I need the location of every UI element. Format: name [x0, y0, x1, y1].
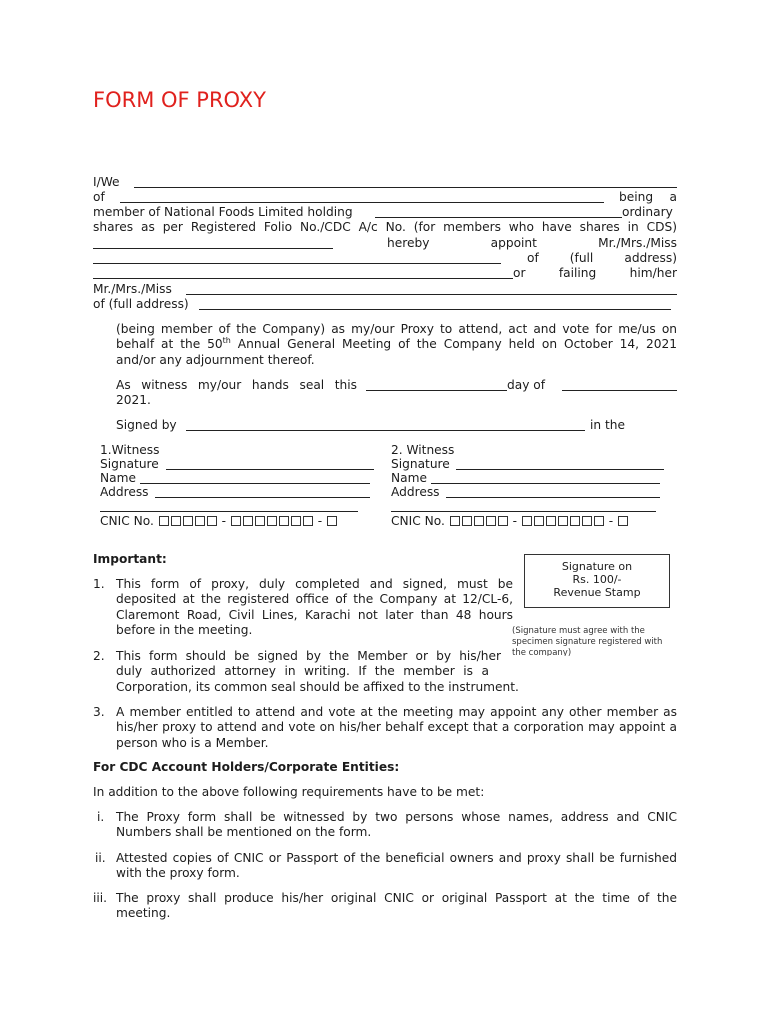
witness2-signature-field[interactable]: [456, 469, 664, 470]
day-field[interactable]: [366, 390, 507, 391]
being-a-label: being a: [619, 190, 677, 204]
as-witness-label: As witness my/our hands seal this: [116, 378, 357, 392]
iwe-label: I/We: [93, 175, 120, 189]
in-the-label: in the: [590, 418, 625, 432]
witness2-address-field[interactable]: [446, 497, 660, 498]
cdc-intro: In addition to the above following requirements have to be met:: [93, 785, 485, 799]
proxy-name-field[interactable]: [93, 263, 501, 264]
stamp-note: (Signature must agree with the specimen signature registered with the company): [512, 626, 663, 656]
cdc-item-1-number: i.: [97, 810, 105, 824]
revenue-stamp-box[interactable]: [524, 554, 670, 608]
member-of-label: member of National Foods Limited holding: [93, 205, 353, 219]
witness2-address-field-2[interactable]: [391, 511, 656, 512]
important-item-2-number: 2.: [93, 649, 105, 663]
signed-by-label: Signed by: [116, 418, 177, 432]
witness2-address-label: Address: [391, 485, 440, 499]
iwe-field[interactable]: [134, 187, 677, 188]
hereby-appoint-label: hereby appoint Mr./Mrs./Miss: [387, 236, 677, 250]
important-item-3-number: 3.: [93, 705, 105, 719]
witness1-signature-field[interactable]: [166, 469, 374, 470]
witness1-name-label: Name: [100, 471, 136, 485]
witness2-name-field[interactable]: [431, 483, 660, 484]
witness1-address-field[interactable]: [155, 497, 370, 498]
stamp-line-1: Signature on: [561, 560, 633, 573]
page-title: FORM OF PROXY: [93, 88, 266, 112]
cdc-item-2-number: ii.: [95, 851, 106, 865]
witness1-address-label: Address: [100, 485, 149, 499]
witness1-cnic[interactable]: CNIC No. - -: [100, 514, 338, 529]
or-failing-label: or failing him/her: [513, 266, 677, 280]
of-full-address-label-2: of (full address): [93, 297, 189, 311]
month-field[interactable]: [562, 390, 677, 391]
important-item-1: This form of proxy, duly completed and signed, must be deposited at the registered office of the Company at 12/CL-6, Claremont Road, Civil Lines, Karachi not later than 48 hours before in the meeting.: [116, 577, 513, 637]
cdc-item-3-number: iii.: [93, 891, 108, 905]
year-label: 2021.: [116, 393, 151, 407]
of-field[interactable]: [120, 202, 604, 203]
folio-field[interactable]: [93, 248, 333, 249]
signed-by-field[interactable]: [186, 430, 585, 431]
witness2-name-label: Name: [391, 471, 427, 485]
witness1-name-field[interactable]: [140, 483, 370, 484]
being-member-paragraph: (being member of the Company) as my/our Proxy to attend, act and vote for me/us on behalf at the 50th Annual General Meeting of the Company held on October 14, 2021 and/or any adjournment thereof.: [116, 322, 677, 367]
day-of-label: day of: [507, 378, 546, 392]
witness1-signature-label: Signature: [100, 457, 159, 471]
cdc-item-2: Attested copies of CNIC or Passport of the beneficial owners and proxy shall be furnished with the proxy form.: [116, 851, 677, 881]
cdc-item-1: The Proxy form shall be witnessed by two persons whose names, address and CNIC Numbers shall be mentioned on the form.: [116, 810, 677, 840]
important-item-3: A member entitled to attend and vote at the meeting may appoint any other member as his/her proxy to attend and vote on his/her behalf except that a corporation may appoint a person who is a Member.: [116, 705, 677, 750]
important-item-1-number: 1.: [93, 577, 105, 591]
shares-as-per-label: shares as per Registered Folio No./CDC A/c No. (for members who have shares in CDS): [93, 220, 677, 234]
important-heading: Important:: [93, 552, 167, 566]
witness1-address-field-2[interactable]: [100, 511, 358, 512]
of-full-address-label-1: of (full address): [527, 251, 677, 265]
witness1-heading: 1.Witness: [100, 443, 160, 457]
of-label: of: [93, 190, 105, 204]
stamp-line-3: Revenue Stamp: [553, 586, 641, 599]
cdc-item-3: The proxy shall produce his/her original CNIC or original Passport at the time of the meeting.: [116, 891, 677, 921]
proxy-address-field[interactable]: [93, 278, 513, 279]
holding-field[interactable]: [375, 217, 622, 218]
witness2-heading: 2. Witness: [391, 443, 455, 457]
important-item-2: This form should be signed by the Member or by his/her duly authorized attorney in writing. If the member is a Corporation, its common seal should be affixed to the instrument.: [116, 649, 519, 694]
mr-mrs-miss-label: Mr./Mrs./Miss: [93, 282, 172, 296]
alternate-address-field[interactable]: [199, 309, 671, 310]
witness2-cnic[interactable]: CNIC No. - -: [391, 514, 629, 529]
stamp-line-2: Rs. 100/-: [572, 573, 622, 586]
alternate-proxy-field[interactable]: [186, 294, 677, 295]
ordinary-label: ordinary: [622, 205, 673, 219]
witness2-signature-label: Signature: [391, 457, 450, 471]
cdc-heading: For CDC Account Holders/Corporate Entities:: [93, 760, 400, 774]
